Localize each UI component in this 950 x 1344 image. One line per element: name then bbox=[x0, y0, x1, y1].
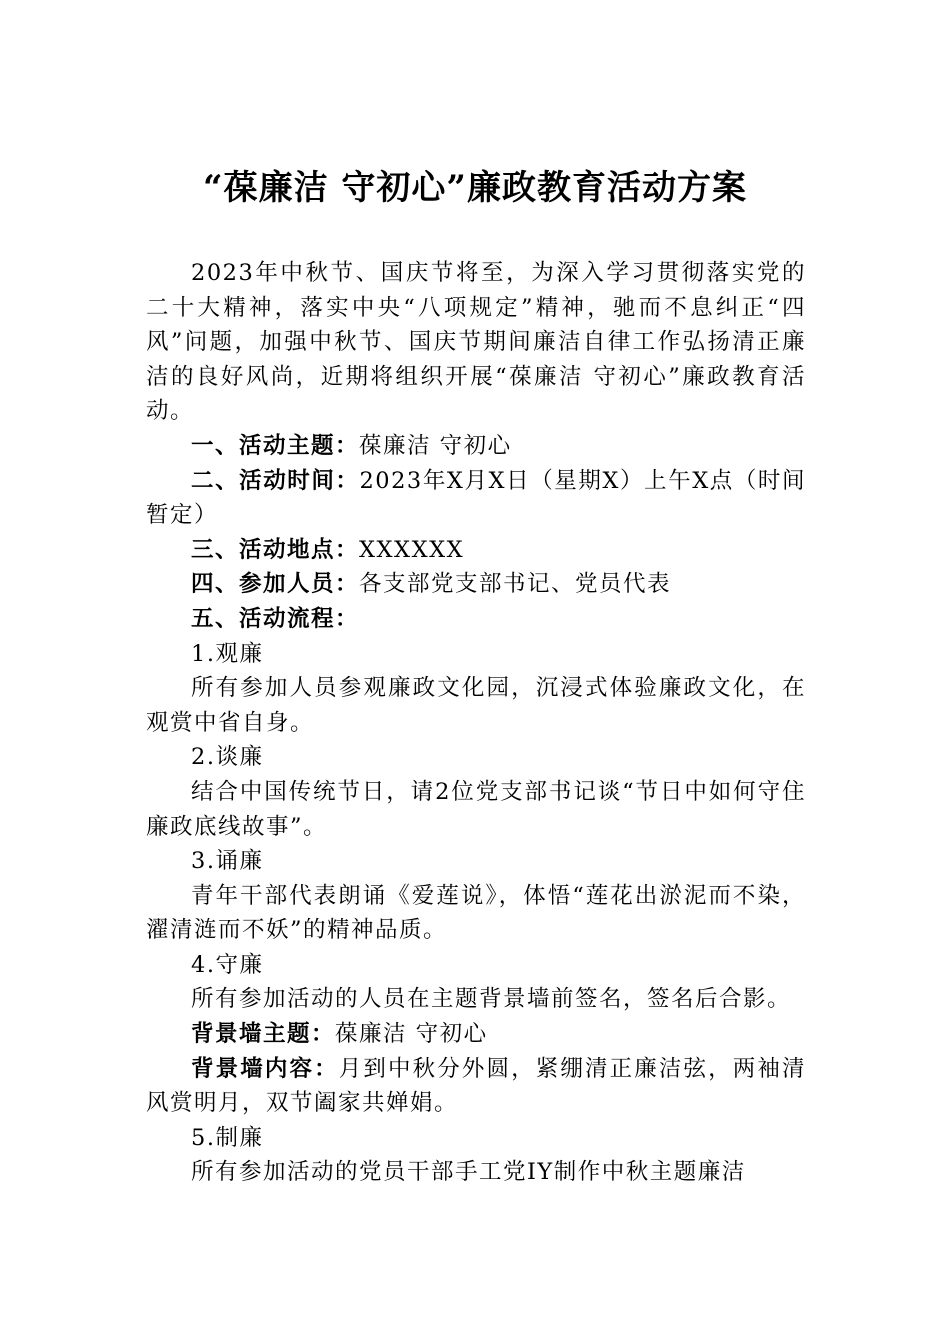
wall-content-value: 月到中秋分外圆，紧绷清正廉洁弦，两袖清风赏明月，双节阖家共婵娟。 bbox=[146, 1055, 806, 1117]
section-time bbox=[146, 464, 806, 533]
step-5-text: 所有参加活动的党员干部手工党IY制作中秋主题廉洁 bbox=[191, 1159, 746, 1186]
step-4-text: 所有参加活动的人员在主题背景墙前签名，签名后合影。 bbox=[191, 986, 792, 1013]
section-place bbox=[146, 533, 806, 568]
section-theme bbox=[146, 429, 806, 464]
document-body bbox=[146, 256, 806, 1190]
section-flow-label: 五、活动流程： bbox=[191, 605, 360, 632]
wall-theme bbox=[146, 1017, 806, 1052]
section-theme-label: 一、活动主题： bbox=[191, 432, 360, 459]
section-people bbox=[146, 567, 806, 602]
step-1-text: 所有参加人员参观廉政文化园，沉浸式体验廉政文化，在观赏中省自身。 bbox=[146, 675, 806, 736]
step-3-heading: 3.诵廉 bbox=[191, 848, 264, 875]
section-flow bbox=[146, 602, 806, 637]
wall-theme-value: 葆廉洁 守初心 bbox=[335, 1021, 488, 1048]
document-title: “葆廉洁 守初心”廉政教育活动方案 bbox=[203, 168, 747, 208]
section-time-value: 2023年X月X日（星期X）上午X点（时间暂定） bbox=[146, 467, 806, 529]
section-people-value: 各支部党支部书记、党员代表 bbox=[359, 571, 672, 598]
step-2-text: 结合中国传统节日，请2位党支部书记谈“节日中如何守住廉政底线故事”。 bbox=[146, 778, 806, 840]
intro-paragraph: 2023年中秋节、国庆节将至，为深入学习贯彻落实党的二十大精神，落实中央“八项规定”精神，驰而不息纠正“四风”问题，加强中秋节、国庆节期间廉洁自律工作弘扬清正廉洁的良好风尚，近期将组织开展“葆廉洁 守初心”廉政教育活动。 bbox=[146, 260, 806, 425]
section-place-value: XXXXXX bbox=[359, 536, 465, 563]
step-4-heading: 4.守廉 bbox=[191, 951, 264, 978]
wall-theme-label: 背景墙主题： bbox=[191, 1021, 336, 1048]
step-3-text: 青年干部代表朗诵《爱莲说》，体悟“莲花出淤泥而不染，濯清涟而不妖”的精神品质。 bbox=[146, 882, 806, 944]
section-theme-value: 葆廉洁 守初心 bbox=[359, 432, 512, 459]
section-place-label: 三、活动地点： bbox=[191, 536, 360, 563]
step-1-heading: 1.观廉 bbox=[191, 640, 264, 667]
section-time-label: 二、活动时间： bbox=[191, 467, 360, 494]
wall-content bbox=[146, 1052, 806, 1121]
step-2-heading: 2.谈廉 bbox=[191, 744, 264, 771]
step-5-heading: 5.制廉 bbox=[191, 1124, 264, 1151]
wall-content-label: 背景墙内容： bbox=[191, 1055, 339, 1082]
section-people-label: 四、参加人员： bbox=[191, 571, 360, 598]
